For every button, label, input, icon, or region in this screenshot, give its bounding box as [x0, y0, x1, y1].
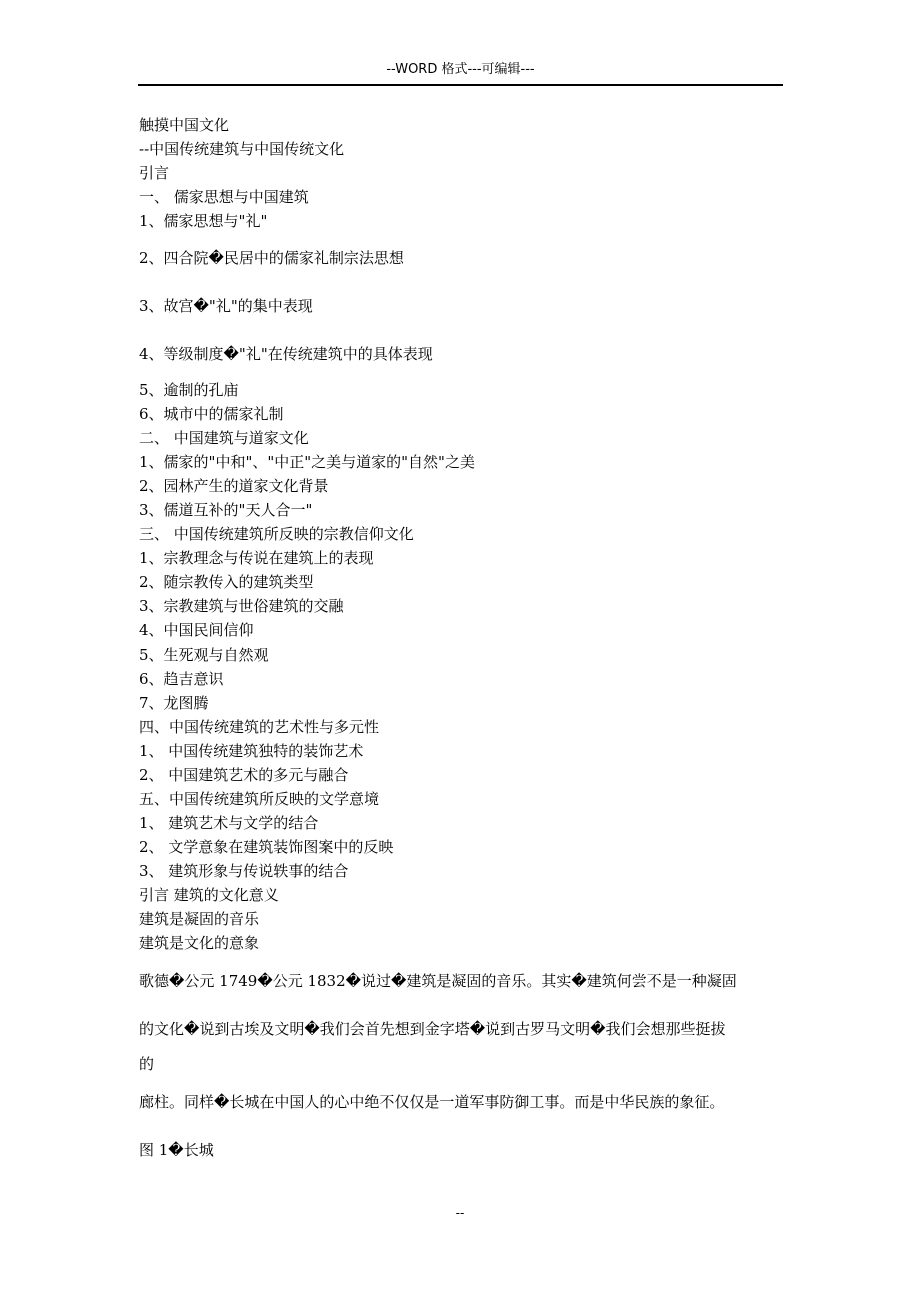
outline-heading: 引言 [139, 164, 170, 182]
outline-item: 1、宗教理念与传说在建筑上的表现 [139, 549, 374, 567]
outline-item: 4、等级制度�"礼"在传统建筑中的具体表现 [139, 345, 433, 363]
section-heading: 引言 建筑的文化意义 [139, 886, 279, 904]
doc-title: 触摸中国文化 [139, 116, 230, 134]
page-header: --WORD 格式---可编辑--- [386, 62, 535, 77]
subheading: 建筑是文化的意象 [139, 934, 260, 952]
body-paragraph-line: 廊柱。同样�长城在中国人的心中绝不仅仅是一道军事防御工事。而是中华民族的象征。 [139, 1093, 725, 1111]
outline-item: 4、中国民间信仰 [139, 621, 254, 639]
figure-caption: 图 1�长城 [139, 1141, 214, 1159]
outline-item: 3、儒道互补的"天人合一" [139, 501, 313, 519]
subheading: 建筑是凝固的音乐 [139, 910, 260, 928]
outline-item: 6、城市中的儒家礼制 [139, 405, 284, 423]
outline-item: 1、儒家思想与"礼" [139, 212, 268, 230]
outline-item: 3、故宫�"礼"的集中表现 [139, 297, 313, 315]
outline-item: 2、 文学意象在建筑装饰图案中的反映 [139, 838, 394, 856]
outline-item: 6、趋吉意识 [139, 670, 224, 688]
outline-item: 2、四合院�民居中的儒家礼制宗法思想 [139, 249, 404, 267]
outline-item: 5、逾制的孔庙 [139, 381, 239, 399]
header-rule [138, 84, 783, 86]
outline-item: 2、随宗教传入的建筑类型 [139, 573, 314, 591]
doc-subtitle: --中国传统建筑与中国传统文化 [139, 140, 345, 158]
outline-section-1: 一、 儒家思想与中国建筑 [139, 188, 309, 206]
body-paragraph-line: 的文化�说到古埃及文明�我们会首先想到金字塔�说到古罗马文明�我们会想那些挺拔 [139, 1020, 726, 1038]
outline-section-2: 二、 中国建筑与道家文化 [139, 429, 309, 447]
outline-section-4: 四、中国传统建筑的艺术性与多元性 [139, 718, 380, 736]
outline-item: 3、 建筑形象与传说轶事的结合 [139, 862, 349, 880]
outline-section-5: 五、中国传统建筑所反映的文学意境 [139, 790, 380, 808]
outline-item: 3、宗教建筑与世俗建筑的交融 [139, 597, 344, 615]
outline-item: 7、龙图腾 [139, 694, 209, 712]
outline-item: 1、 中国传统建筑独特的装饰艺术 [139, 742, 364, 760]
page-footer: -- [455, 1206, 465, 1220]
body-paragraph-line: 的 [139, 1055, 155, 1073]
outline-item: 2、园林产生的道家文化背景 [139, 477, 329, 495]
body-paragraph-line: 歌德�公元 1749�公元 1832�说过�建筑是凝固的音乐。其实�建筑何尝不是一种凝固 [139, 972, 737, 990]
outline-item: 5、生死观与自然观 [139, 646, 269, 664]
outline-section-3: 三、 中国传统建筑所反映的宗教信仰文化 [139, 525, 414, 543]
outline-item: 1、 建筑艺术与文学的结合 [139, 814, 319, 832]
outline-item: 1、儒家的"中和"、"中正"之美与道家的"自然"之美 [139, 453, 475, 471]
outline-item: 2、 中国建筑艺术的多元与融合 [139, 766, 349, 784]
